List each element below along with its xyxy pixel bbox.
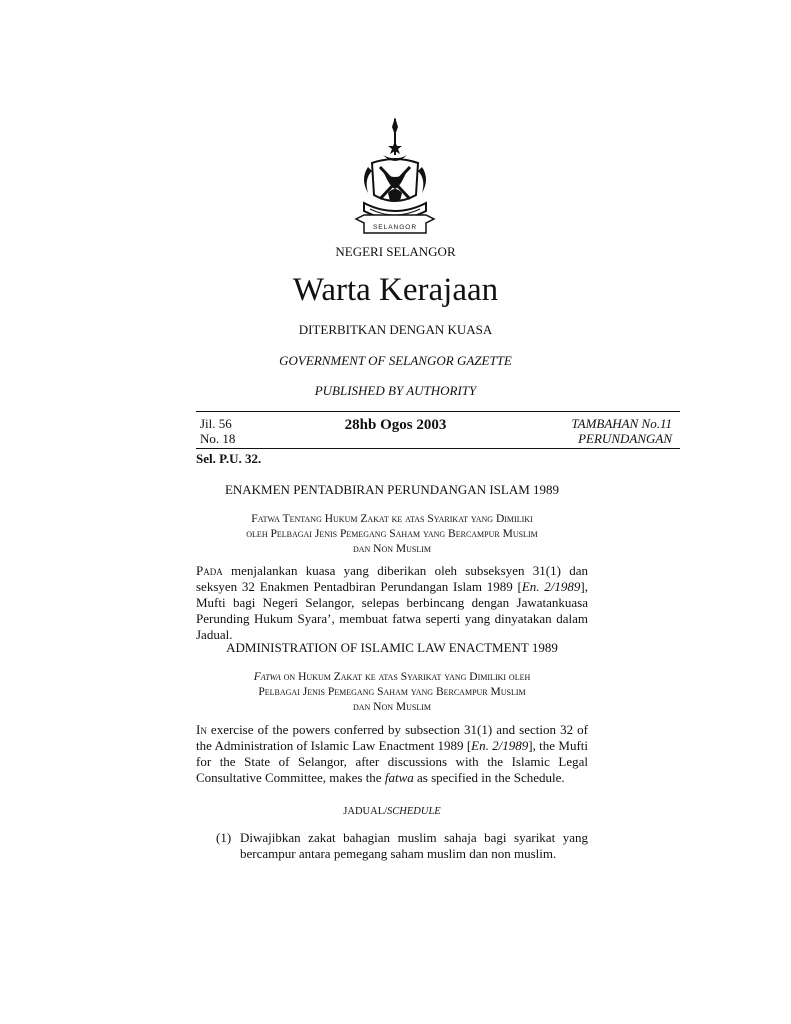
state-name: NEGERI SELANGOR	[335, 244, 456, 259]
schedule-heading-english: SCHEDULE	[387, 806, 441, 817]
supplement-info	[571, 416, 672, 446]
published-by-authority-english: PUBLISHED BY AUTHORITY	[314, 383, 477, 398]
schedule-heading	[196, 806, 588, 817]
volume: Jil. 56	[200, 416, 232, 431]
supplement-category: PERUNDANGAN	[578, 431, 672, 446]
english-fatwa-line-3: dan Non Muslim	[352, 701, 432, 713]
schedule-item-text: Diwajibkan zakat bahagian muslim sahaja bagi syarikat yang bercampur antara pemegang saham muslim dan non muslim.	[240, 830, 588, 861]
english-para-part-3: as specified in the Schedule.	[413, 770, 565, 785]
malay-fatwa-line-3: dan Non Muslim	[352, 543, 432, 555]
malay-fatwa-line-2: oleh Pelbagai Jenis Pemegang Saham yang Bercampur Muslim	[246, 528, 538, 540]
malay-enactment-heading: ENAKMEN PENTADBIRAN PERUNDANGAN ISLAM 1989	[224, 482, 560, 497]
crest-scroll-text: SELANGOR	[372, 224, 418, 231]
issue-number: No. 18	[200, 431, 236, 446]
english-fatwa-line-1	[196, 670, 588, 685]
english-preamble-paragraph	[196, 722, 588, 786]
masthead-rule-bottom	[196, 448, 680, 449]
english-para-part-2: ], the Mufti for the State of Selangor, after discussions with the Islamic Legal Consultative Committee, makes the	[196, 738, 588, 785]
english-enactment-heading: ADMINISTRATION OF ISLAMIC LAW ENACTMENT 1989	[226, 640, 558, 655]
schedule-item-number: (1)	[216, 830, 232, 845]
english-para-fatwa: fatwa	[384, 770, 414, 785]
malay-para-lead: Pada	[196, 563, 223, 578]
malay-para-ref: En. 2/1989	[521, 579, 581, 594]
schedule-item	[216, 830, 588, 862]
supplement-number: TAMBAHAN No.11	[571, 416, 672, 431]
selangor-crest-icon	[350, 115, 440, 240]
english-fatwa-title	[196, 670, 588, 715]
malay-para-part-1: menjalankan kuasa yang diberikan oleh subseksyen 31(1) dan seksyen 32 Enakmen Pentadbiran Perundangan Islam 1989 [	[196, 563, 588, 594]
english-para-part-1: exercise of the powers conferred by subsection 31(1) and section 32 of the Administration of Islamic Law Enactment 1989 [	[196, 722, 588, 753]
malay-para-part-2: ], Mufti bagi Negeri Selangor, selepas berbincang dengan Jawatankuasa Perunding Hukum Syara’, membuat fatwa seperti yang dinyatakan dalam Jadual.	[196, 579, 588, 642]
masthead-rule-top	[196, 411, 680, 412]
english-para-ref: En. 2/1989	[471, 738, 529, 753]
english-fatwa-word: Fatwa	[253, 671, 281, 683]
english-para-lead: In	[196, 722, 207, 737]
english-fatwa-line-2: Pelbagai Jenis Pemegang Saham yang Bercampur Muslim	[258, 686, 526, 698]
malay-preamble-paragraph	[196, 563, 588, 643]
english-fatwa-line-1-rest: on Hukum Zakat ke atas Syarikat yang Dimiliki oleh	[280, 671, 531, 683]
malay-fatwa-line-1: Fatwa Tentang Hukum Zakat ke atas Syarikat yang Dimiliki	[251, 513, 533, 525]
schedule-heading-malay: JADUAL/	[343, 806, 388, 817]
gazette-english-title: GOVERNMENT OF SELANGOR GAZETTE	[279, 353, 512, 368]
issue-date: 28hb Ogos 2003	[344, 417, 447, 433]
malay-fatwa-title	[196, 512, 588, 557]
published-by-authority-malay: DITERBITKAN DENGAN KUASA	[298, 322, 493, 337]
gazette-title: Warta Kerajaan	[292, 272, 499, 308]
legal-reference: Sel. P.U. 32.	[196, 451, 262, 466]
